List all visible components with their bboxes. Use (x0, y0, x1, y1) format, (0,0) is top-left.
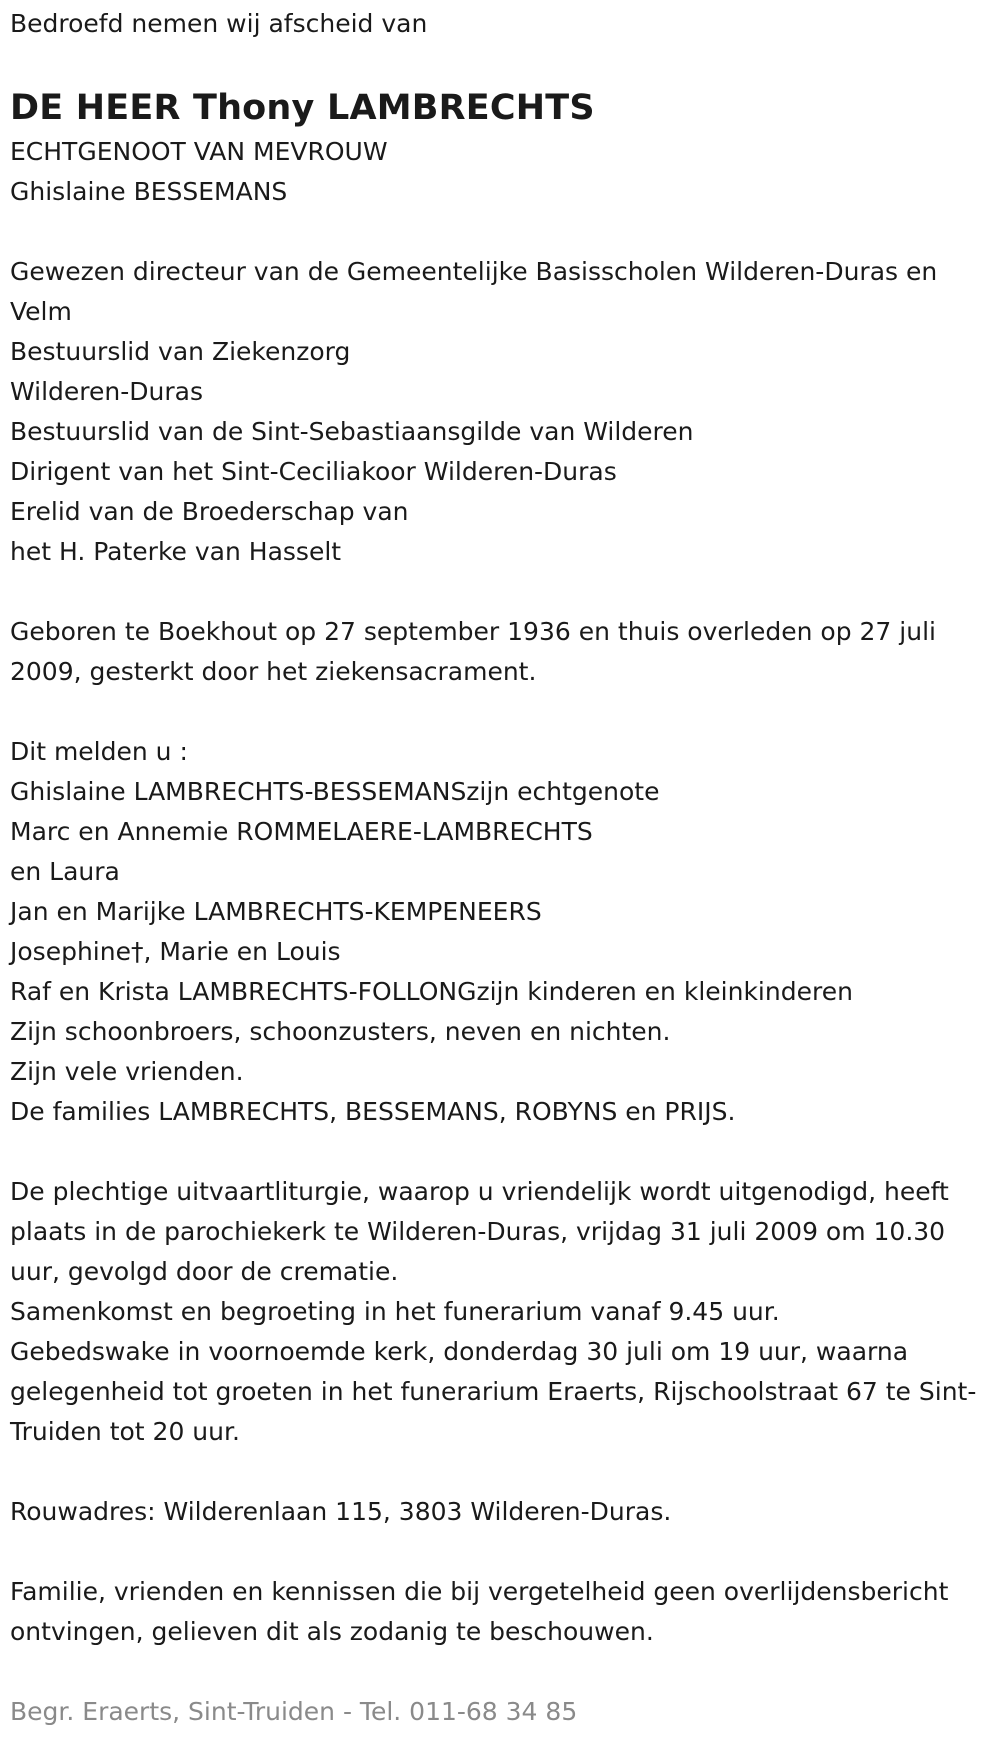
role-item: het H. Paterke van Hasselt (10, 537, 342, 566)
vigil-text: Gebedswake in voornoemde kerk, donderdag 30 juli om 19 uur, waarna gelegenheid tot groeten in het funerarium Eraerts, Rijschoolstraat 67 te Sint-Truiden tot 20 uur. (10, 1337, 977, 1446)
announcer-line: Josephine†, Marie en Louis (10, 937, 341, 966)
announcer-line: De families LAMBRECHTS, BESSEMANS, ROBYNS en PRIJS. (10, 1097, 736, 1126)
announcer-line: Zijn schoonbroers, schoonzusters, neven en nichten. (10, 1017, 671, 1046)
spacer (10, 1532, 990, 1572)
role-item: Gewezen directeur van de Gemeentelijke Basisscholen Wilderen-Duras en Velm (10, 257, 938, 326)
announcer-line: en Laura (10, 857, 120, 886)
announcer-line: Ghislaine LAMBRECHTS-BESSEMANSzijn echtgenote (10, 777, 660, 806)
spouse-title: ECHTGENOOT VAN MEVROUW (10, 137, 388, 166)
spacer (10, 572, 990, 612)
spacer (10, 1452, 990, 1492)
roles-list (10, 252, 990, 572)
role-item: Erelid van de Broederschap van (10, 497, 409, 526)
liturgy-text: De plechtige uitvaartliturgie, waarop u vriendelijk wordt uitgenodigd, heeft plaats in de parochiekerk te Wilderen-Duras, vrijdag 31 juli 2009 om 10.30 uur, gevolgd door de crematie. (10, 1177, 949, 1286)
announcer-line: Marc en Annemie ROMMELAERE-LAMBRECHTS (10, 817, 593, 846)
announcer-line: Zijn vele vrienden. (10, 1057, 244, 1086)
role-item: Wilderen-Duras (10, 377, 204, 406)
deceased-name: DE HEER Thony LAMBRECHTS (10, 88, 595, 128)
role-item: Bestuurslid van de Sint-Sebastiaansgilde van Wilderen (10, 417, 694, 446)
spacer (10, 1132, 990, 1172)
role-item: Bestuurslid van Ziekenzorg (10, 337, 351, 366)
spacer (10, 692, 990, 732)
gathering-text: Samenkomst en begroeting in het funerarium vanaf 9.45 uur. (10, 1297, 780, 1326)
spouse-name: Ghislaine BESSEMANS (10, 177, 288, 206)
funeral-home-footer: Begr. Eraerts, Sint-Truiden - Tel. 011-68 34 85 (10, 1697, 578, 1726)
ceremony-details (10, 1172, 990, 1452)
closing-text: Familie, vrienden en kennissen die bij vergetelheid geen overlijdensbericht ontvingen, gelieven dit als zodanig te beschouwen. (10, 1577, 949, 1646)
spacer (10, 1652, 990, 1692)
announcer-line: Dit melden u : (10, 737, 188, 766)
announcers-list (10, 732, 990, 1132)
spacer (10, 212, 990, 252)
intro-text: Bedroefd nemen wij afscheid van (10, 9, 428, 38)
birth-death-text: Geboren te Boekhout op 27 september 1936 en thuis overleden op 27 juli 2009, gesterkt door het ziekensacrament. (10, 617, 936, 686)
announcer-line: Jan en Marijke LAMBRECHTS-KEMPENEERS (10, 897, 542, 926)
announcer-line: Raf en Krista LAMBRECHTS-FOLLONGzijn kinderen en kleinkinderen (10, 977, 853, 1006)
role-item: Dirigent van het Sint-Ceciliakoor Wilderen-Duras (10, 457, 617, 486)
mourning-address: Rouwadres: Wilderenlaan 115, 3803 Wilderen-Duras. (10, 1497, 672, 1526)
